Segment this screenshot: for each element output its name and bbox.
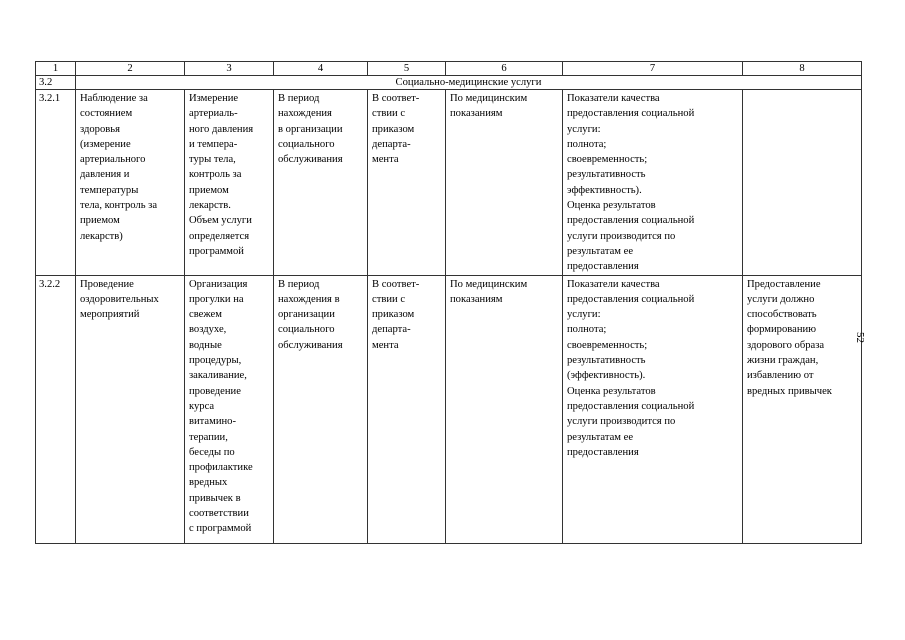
column-number-1: 1	[36, 62, 76, 76]
service-notes	[743, 90, 862, 276]
column-number-2: 2	[76, 62, 185, 76]
service-name: Наблюдение за состоянием здоровья (измерение артериального давления и температуры тела, контроль за приемом лекарств)	[76, 90, 185, 276]
service-name: Проведение оздоровительных мероприятий	[76, 275, 185, 543]
service-number: 3.2.2	[36, 275, 76, 543]
table-row	[36, 90, 862, 276]
column-number-5: 5	[368, 62, 446, 76]
column-number-7: 7	[563, 62, 743, 76]
service-description: Измерение артериаль- ного давления и темпера- туры тела, контроль за приемом лекарств. Объем услуги определяется программой	[185, 90, 274, 276]
column-number-3: 3	[185, 62, 274, 76]
services-table	[35, 61, 862, 544]
service-basis: В соответ- ствии с приказом департа- мента	[368, 275, 446, 543]
column-number-6: 6	[446, 62, 563, 76]
column-number-4: 4	[274, 62, 368, 76]
section-row	[36, 76, 862, 90]
service-quality-indicators: Показатели качества предоставления социальной услуги: полнота; своевременность; результативность (эффективность). Оценка результатов предоставления социальной услуги производится по результатам ее предоставления	[563, 275, 743, 543]
section-number: 3.2	[36, 76, 76, 90]
page-number: 52	[854, 332, 866, 343]
service-number: 3.2.1	[36, 90, 76, 276]
service-description: Организация прогулки на свежем воздухе, водные процедуры, закаливание, проведение курса витамино- терапии, беседы по профилактике вредных привычек в соответствии с программой	[185, 275, 274, 543]
service-notes: Предоставление услуги должно способствовать формированию здорового образа жизни граждан, избавлению от вредных привычек	[743, 275, 862, 543]
service-conditions: По медицинским показаниям	[446, 275, 563, 543]
service-basis: В соответ- ствии с приказом департа- мента	[368, 90, 446, 276]
section-title: Социально-медицинские услуги	[76, 76, 862, 90]
service-period: В период нахождения в организации социального обслуживания	[274, 275, 368, 543]
table-row	[36, 275, 862, 543]
column-number-row	[36, 62, 862, 76]
column-number-8: 8	[743, 62, 862, 76]
service-conditions: По медицинским показаниям	[446, 90, 563, 276]
service-quality-indicators: Показатели качества предоставления социальной услуги: полнота; своевременность; результативность эффективность). Оценка результатов предоставления социальной услуги производится по результатам ее предоставления	[563, 90, 743, 276]
service-period: В период нахождения в организации социального обслуживания	[274, 90, 368, 276]
